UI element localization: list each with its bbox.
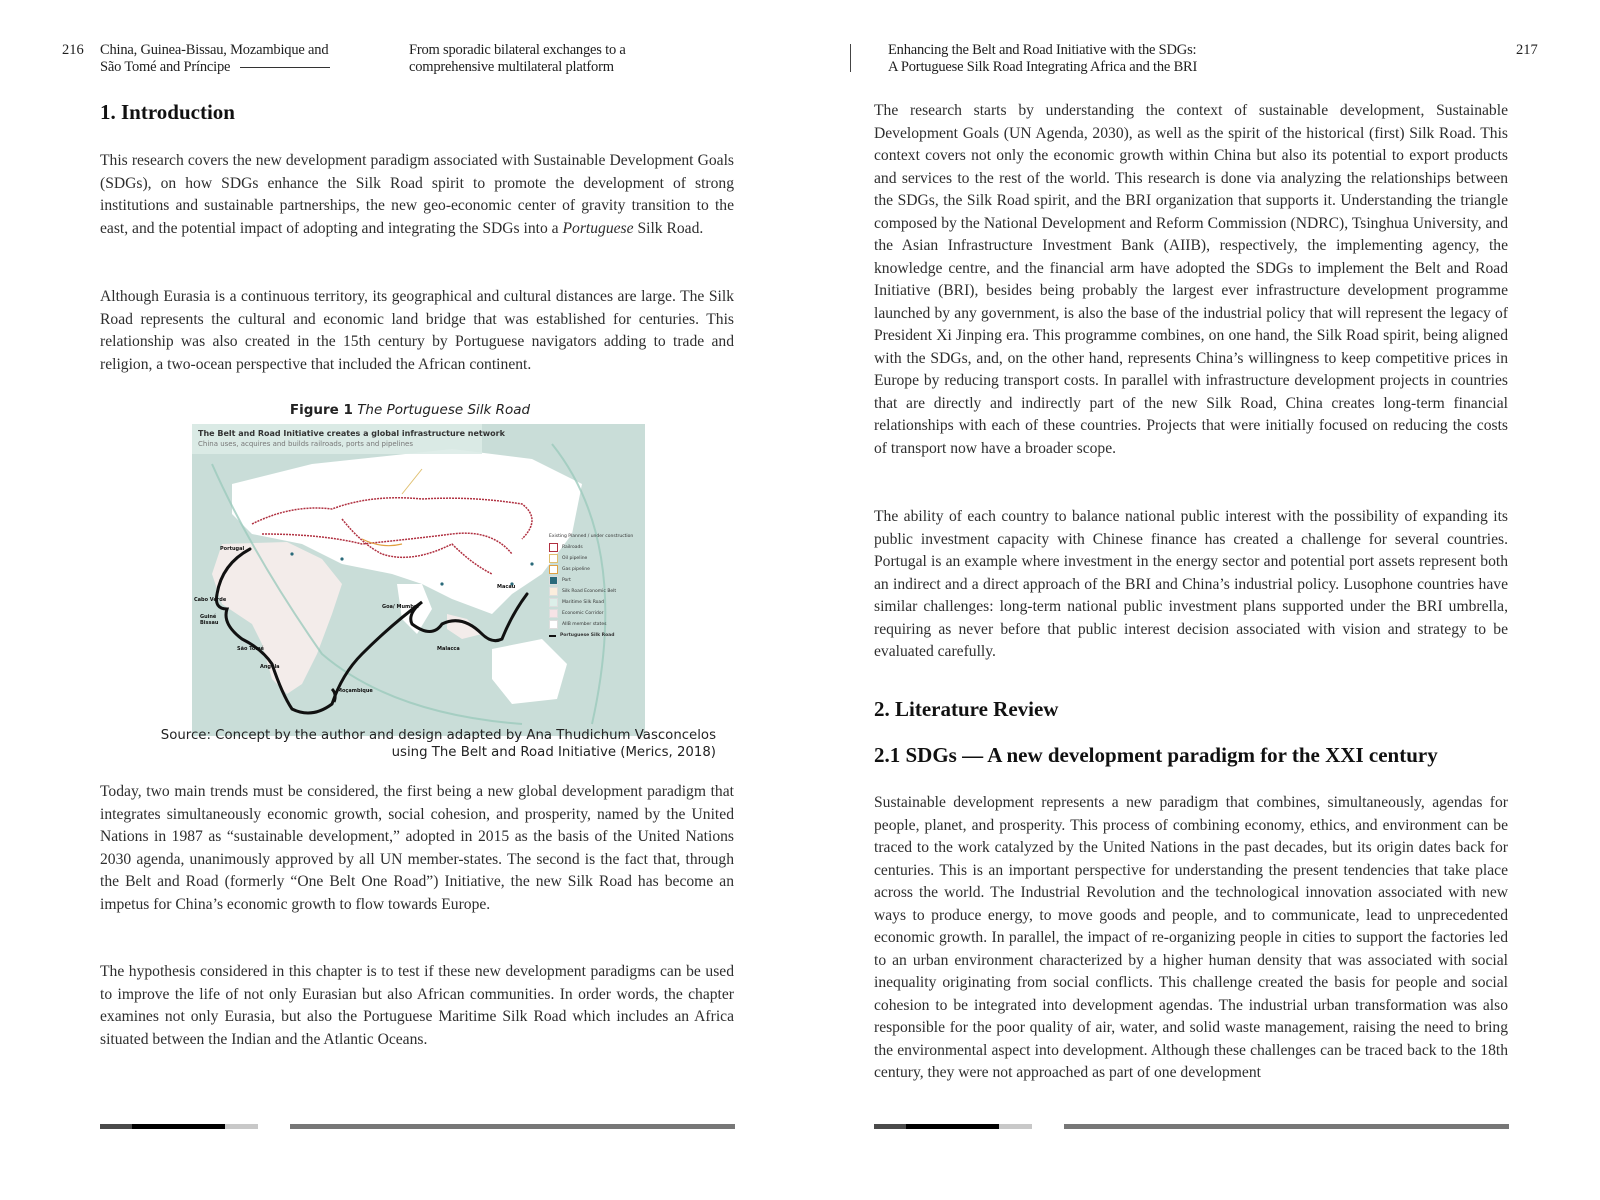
running-head-part-line2: comprehensive multilateral platform: [409, 58, 614, 75]
map-label-mocambique: Moçambique: [337, 688, 373, 694]
legend-item-maritime-silk-road: Maritime Silk Road: [549, 597, 641, 608]
figure-source-line2: using The Belt and Road Initiative (Merics, 2018): [391, 744, 716, 760]
figure-map-portuguese-silk-road: [192, 424, 645, 736]
paragraph-right-3: Sustainable development represents a new paradigm that combines, simultaneously, agendas for people, planet, and prosperity. This process of combining economy, ethics, and environment can be traced to the work catalyzed by the United Nations in the past decades, but its origin dates back for centuries. This is an important perspective for understanding the present tendencies that take place across the world. The Industrial Revolution and the technological innovation associated with new ways to produce energy, to move goods and people, and to communicate, lead to unprecedented economic growth. In parallel, the impact of re-organizing people in cities to support the factories led to an urban environment characterized by a higher human density that was associated with social inequality originating from social conflicts. This challenge created the basis for people and social cohesion to be integrated into development agendas. The industrial urban transformation was also responsible for the poor quality of air, water, and solid waste management, raising the need to bring the environmental aspect into development. Although these challenges can be traced back to the 18th century, they were not approached as part of one development: [874, 794, 1508, 1081]
port-swatch-icon: [549, 576, 558, 585]
footer-bar-gray: [290, 1124, 735, 1129]
page-number-right: 217: [1516, 42, 1538, 58]
running-head-book-title: [888, 42, 1197, 75]
map-legend: [549, 531, 641, 641]
map-title: The Belt and Road Initiative creates a global infrastructure network: [198, 429, 505, 438]
section-title-literature-review: 2. Literature Review: [874, 697, 1059, 721]
running-head-line1: China, Guinea-Bissau, Mozambique and: [100, 42, 329, 58]
legend-item-railroads: Railroads: [549, 542, 641, 553]
legend-item-economic-corridor: Economic Corridor: [549, 608, 641, 619]
section-title-introduction: 1. Introduction: [100, 100, 235, 124]
legend-item-port: Port: [549, 575, 641, 586]
legend-item-oil-pipeline: Oil pipeline: [549, 553, 641, 564]
footer-bar-light-right: [999, 1124, 1032, 1129]
footer-bar-dark: [100, 1124, 132, 1129]
figure-label: Figure 1: [289, 402, 353, 418]
map-label-goa-mumbai: Goa/ Mumbai: [382, 604, 419, 610]
footer-bar-black: [132, 1124, 225, 1129]
legend-header: Existing Planned / under construction: [549, 534, 634, 539]
running-head-book-line2: A Portuguese Silk Road Integrating Africa and the BRI: [888, 58, 1198, 75]
running-head-chapter: [100, 42, 330, 75]
paragraph-right-1: The research starts by understanding the context of sustainable development, Sustainable Development Goals (UN Agenda, 2030), as well as the spirit of the historical (first) Silk Road. This context covers not only the economic growth within China but also its potential to export products and services to the rest of the world. This research is done via analyzing the relationships between the SDGs, the Silk Road spirit, and the BRI organization that supports it. Understanding the triangle composed by the National Development and Reform Commission (NDRC), Tsinghua University, and the Asian Infrastructure Investment Bank (AIIB), respectively, the implementing agency, the knowledge centre, and the financial arm have adopted the SDGs to implement the Belt and Road Initiative (BRI), besides being probably the largest ever infrastructure development programme launched by any government, is also the base of the industrial policy that will represent the legacy of President Xi Jinping era. This programme combines, on one hand, the Silk Road spirit, being aligned with the SDGs, and, on the other hand, represents China’s willingness to keep competitive prices in Europe by reducing transport costs. In parallel with infrastructure development projects in countries that are directly and indirectly part of the new Silk Road, China creates long-term financial relationships with each of these countries. Projects that were initially focused on reducing the costs of transport now have a broader scope.: [874, 102, 1508, 457]
running-head-rule: [240, 67, 330, 68]
footer-bar-black-right: [906, 1124, 999, 1129]
paragraph-intro-4: The hypothesis considered in this chapter is to test if these new development paradigms can be used to improve the life of not only Eurasian but also African communities. In order words, the chapter examines not only Eurasia, but also the Portuguese Maritime Silk Road which includes an Africa situated between the Indian and the Atlantic Oceans.: [100, 963, 734, 1048]
gas-pipeline-swatch-icon: [549, 565, 558, 574]
oil-pipeline-swatch-icon: [549, 554, 558, 563]
running-head-line2: São Tomé and Príncipe: [100, 59, 330, 76]
page-number-left: 216: [62, 42, 84, 58]
paragraph-intro-2: Although Eurasia is a continuous territory, its geographical and cultural distances are large. The Silk Road represents the cultural and economic land bridge that was established for centuries. This relationship was also created in the 15th century by Portuguese navigators adding to trade and religion, a two-ocean perspective that included the African continent.: [100, 288, 734, 373]
subsection-title-sdgs: 2.1 SDGs — A new development paradigm for the XXI century: [874, 743, 1438, 767]
running-head-book-line1: Enhancing the Belt and Road Initiative with the SDGs:: [888, 42, 1197, 58]
portuguese-route-swatch-icon: [549, 635, 556, 637]
paragraph-right-2: The ability of each country to balance national public interest with the possibility of expanding its public investment capacity with Chinese finance has created a challenge for several countries. Portugal is an example where investment in the energy sector and potential port assets represent both an indirect and a direct approach of the BRI and China’s industrial policy. Lusophone countries have similar challenges: long-term national public investment plans supported under the BRI umbrella, requiring as never before that public interest decision associated with vision and strategy to be evaluated carefully.: [874, 508, 1508, 660]
legend-item-portuguese-silk-road: Portuguese Silk Road: [549, 630, 641, 641]
map-label-macau: Macau: [497, 584, 516, 590]
railroad-swatch-icon: [549, 543, 558, 552]
map-subtitle: China uses, acquires and builds railroads, ports and pipelines: [198, 440, 413, 448]
map-label-malacca: Malacca: [437, 646, 460, 652]
running-head-part-line1: From sporadic bilateral exchanges to a: [409, 42, 626, 58]
figure-source-line1: Source: Concept by the author and design adapted by Ana Thudichum Vasconcelos: [160, 728, 716, 743]
running-head-part: [409, 42, 626, 75]
map-label-sao-tome: São Tomé: [237, 646, 264, 652]
running-head-divider: [850, 44, 851, 72]
map-label-cabo-verde: Cabo Verde: [194, 597, 227, 603]
paragraph-intro-3: Today, two main trends must be considered, the first being a new global development paradigm that integrates simultaneously economic growth, social cohesion, and prosperity, named by the United Nations in 1987 as “sustainable development,” adopted in 2015 as the basis of the United Nations 2030 agenda, unanimously approved by all UN member-states. The second is the fact that, through the Belt and Road (formerly “One Belt One Road”) Initiative, the new Silk Road has become an impetus for China’s economic growth to flow towards Europe.: [100, 783, 734, 913]
map-label-angola: Angola: [260, 664, 280, 670]
aiib-swatch-icon: [549, 620, 558, 629]
figure-caption: [100, 402, 720, 418]
paragraph-intro-1: This research covers the new development paradigm associated with Sustainable Development Goals (SDGs), on how SDGs enhance the Silk Road spirit to promote the development of strong institutions and sustainable partnerships, the new geo-economic center of gravity transition to the east, and the potential impact of adopting and integrating the SDGs into a Portuguese Silk Road.: [100, 152, 734, 237]
italic-portuguese: Portuguese: [562, 219, 634, 237]
footer-bar-light: [225, 1124, 258, 1129]
maritime-road-swatch-icon: [549, 598, 558, 607]
legend-item-gas-pipeline: Gas pipeline: [549, 564, 641, 575]
legend-item-aiib-members: AIIB member states: [549, 619, 641, 630]
figure-title: The Portuguese Silk Road: [357, 402, 531, 418]
figure-source: [100, 728, 716, 761]
map-label-portugal: Portugal: [220, 546, 245, 552]
map-label-guine-bissau: Guiné Bissau: [200, 614, 219, 626]
economic-belt-swatch-icon: [549, 587, 558, 596]
footer-bar-dark-right: [874, 1124, 906, 1129]
economic-corridor-swatch-icon: [549, 609, 558, 618]
legend-item-silk-road-belt: Silk Road Economic Belt: [549, 586, 641, 597]
footer-bar-gray-right: [1064, 1124, 1509, 1129]
